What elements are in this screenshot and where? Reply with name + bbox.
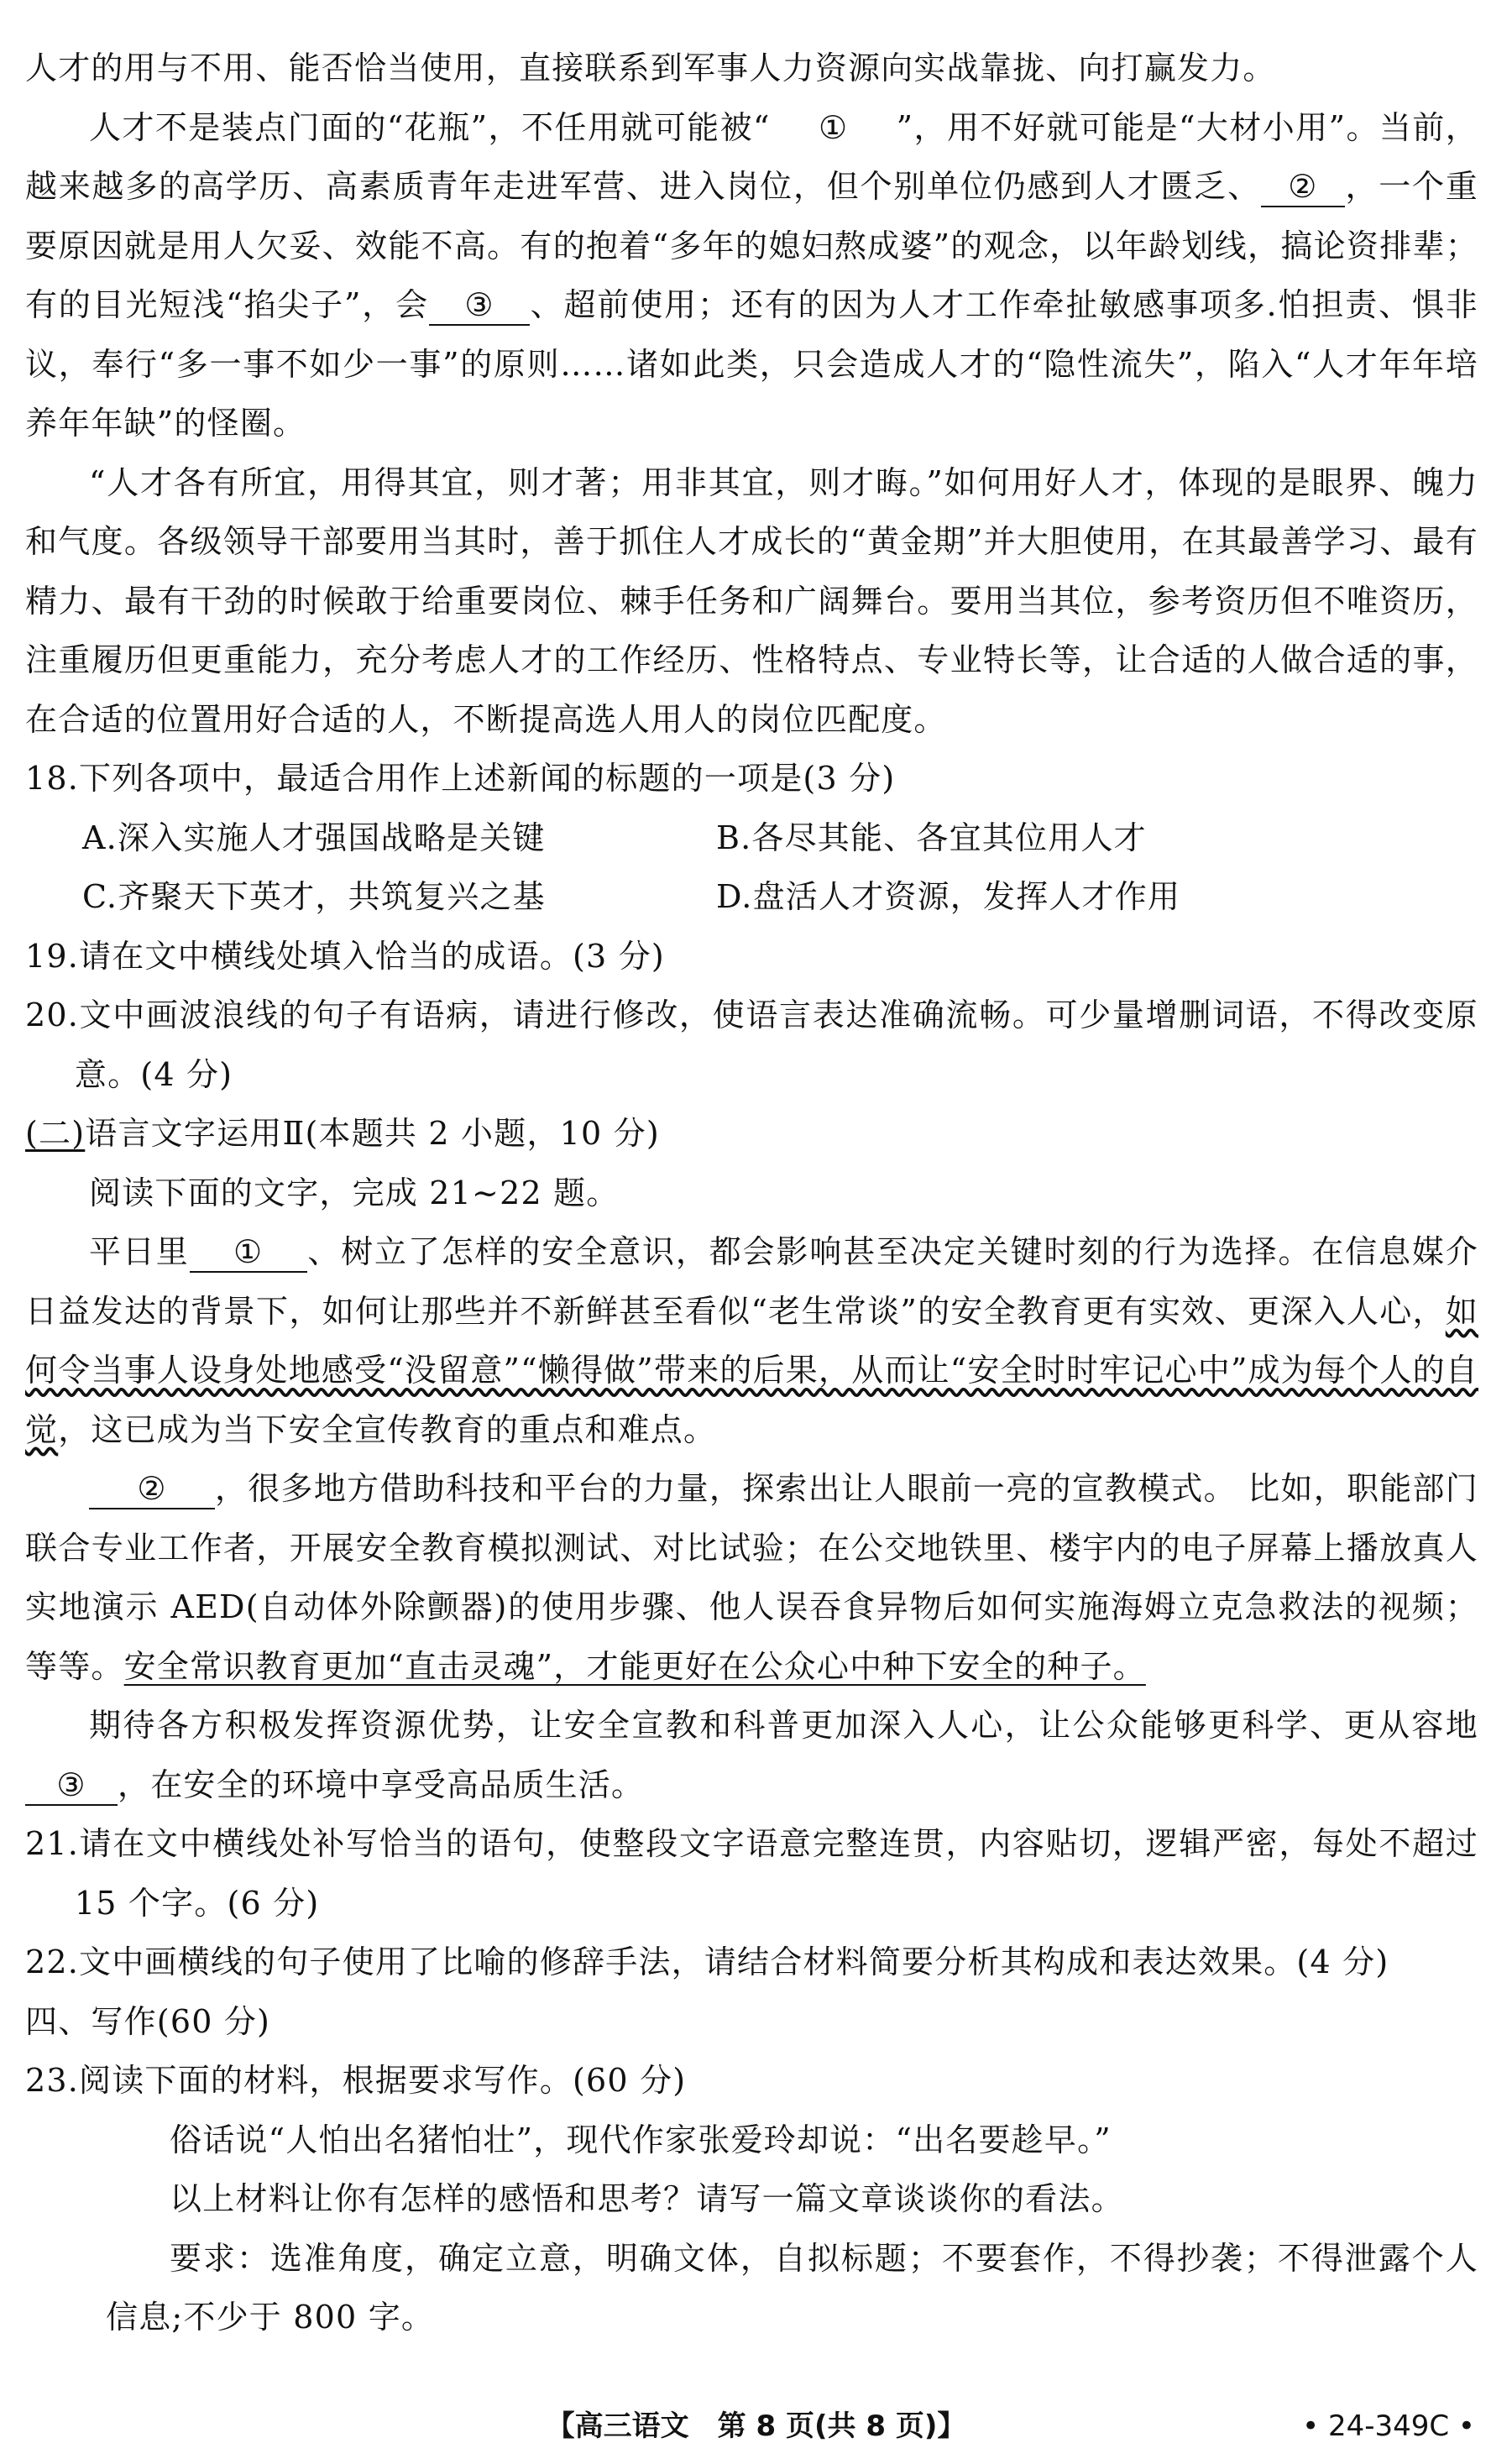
question-19: 19.请在文中横线处填入恰当的成语。(3 分) [25, 937, 665, 975]
question-20: 20.文中画波浪线的句子有语病，请进行修改，使语言表达准确流畅。可少量增删词语，不得改变原意。(4 分) [25, 997, 1478, 1093]
section-2-number: (二) [25, 1115, 86, 1152]
blank-p6-3[interactable]: ③ [25, 1766, 118, 1806]
exam-code: • 24-349C • [1302, 2409, 1475, 2443]
question-23-prompt: 以上材料让你有怎样的感悟和思考？请写一篇文章谈谈你的看法。 [170, 2180, 1124, 2217]
question-22: 22.文中画横线的句子使用了比喻的修辞手法，请结合材料简要分析其构成和表达效果。(4 分) [25, 1943, 1389, 1980]
blank-p5-2[interactable]: ② [89, 1469, 215, 1509]
blank-p4-1[interactable]: ① [190, 1232, 307, 1273]
section-2-heading [25, 1104, 1478, 1164]
option-a: A.深入实施人才强国战略是关键 [82, 819, 546, 856]
blank-2[interactable]: ② [1261, 167, 1345, 207]
page-body [25, 39, 1478, 2347]
section-2-intro: 阅读下面的文字，完成 21~22 题。 [89, 1174, 620, 1211]
page-label: 【高三语文 第 8 页(共 8 页)】 [546, 2409, 966, 2443]
paragraph-2: 人才不是装点门面的“花瓶”，不任用就可能被“ ① ”，用不好就可能是“大材小用”。当前，越来越多的高学历、高素质青年走进军营、进入岗位，但个别单位仍感到人才匮乏、 ② ，一个重要原因就是用人欠妥、效能不高。有的抱着“多年的媳妇熬成婆”的观念，以年龄划线，搞论资排辈；有的目光短浅“掐尖子”，会 ③ 、超前使用；还有的因为人才工作牵扯敏感事项多.怕担责、惧非议，奉行“多一事不如少一事”的原则……诸如此类，只会造成人才的“隐性流失”，陷入“人才年年培养年年缺”的怪圈。 [25, 108, 1478, 442]
question-23-material: 俗话说“人怕出名猪怕壮”，现代作家张爱玲却说：“出名要趁早。” [170, 2121, 1112, 2158]
wavy-underlined-sentence: 如何令当事人设身处地感受“没留意”“懒得做”带来的后果，从而让“安全时时牢记心中”成为每个人的自觉 [25, 1292, 1478, 1448]
section-2-title: 语言文字运用Ⅱ(本题共 2 小题，10 分) [85, 1115, 660, 1152]
paragraph-4: 平日里 ① 、树立了怎样的安全意识，都会影响甚至决定关键时刻的行为选择。在信息媒介日益发达的背景下，如何让那些并不新鲜甚至看似“老生常谈”的安全教育更有实效、更深入人心，如何令当事人设身处地感受“没留意”“懒得做”带来的后果，从而让“安全时时牢记心中”成为每个人的自觉，这已成为当下安全宣传教育的重点和难点。 [25, 1233, 1478, 1448]
paragraph-3: “人才各有所宜，用得其宜，则才著；用非其宜，则才晦。”如何用好人才，体现的是眼界、魄力和气度。各级领导干部要用当其时，善于抓住人才成长的“黄金期”并大胆使用，在其最善学习、最有精力、最有干劲的时候敢于给重要岗位、棘手任务和广阔舞台。要用当其位，参考资历但不唯资历，注重履历但更重能力，充分考虑人才的工作经历、性格特点、专业特长等，让合适的人做合适的事，在合适的位置用好合适的人，不断提高选人用人的岗位匹配度。 [25, 463, 1478, 738]
question-23-requirement: 要求：选准角度，确定立意，明确文体，自拟标题；不要套作，不得抄袭；不得泄露个人信息;不少于 800 字。 [106, 2239, 1478, 2336]
question-18-options [25, 808, 1478, 927]
question-23-stem: 23.阅读下面的材料，根据要求写作。(60 分) [25, 2062, 687, 2099]
option-c: C.齐聚天下英才，共筑复兴之基 [82, 878, 546, 915]
paragraph-5: ② ，很多地方借助科技和平台的力量，探索出让人眼前一亮的宣教模式。 比如，职能部门联合专业工作者，开展安全教育模拟测试、对比试验；在公交地铁里、楼宇内的电子屏幕上播放真人实地演示 AED(自动体外除颤器)的使用步骤、他人误吞食异物后如何实施海姆立克急救法的视频；等等。安全常识教育更加“直击灵魂”，才能更好在公众心中种下安全的种子。 [25, 1470, 1478, 1685]
blank-3[interactable]: ③ [429, 285, 530, 326]
option-b: B.各尽其能、各宜其位用人才 [716, 819, 1147, 856]
option-d: D.盘活人才资源，发挥人才作用 [716, 878, 1181, 915]
page-footer [0, 2408, 1512, 2445]
blank-1-quote[interactable]: ① [819, 108, 849, 146]
question-18-stem: 18.下列各项中，最适合用作上述新闻的标题的一项是(3 分) [25, 760, 896, 797]
paragraph-1-end: 人才的用与不用、能否恰当使用，直接联系到军事人力资源向实战靠拢、向打赢发力。 [25, 50, 1276, 86]
underlined-sentence: 安全常识教育更加“直击灵魂”，才能更好在公众心中种下安全的种子。 [123, 1647, 1146, 1685]
section-4-heading: 四、写作(60 分) [25, 2002, 271, 2040]
question-21: 21.请在文中横线处补写恰当的语句，使整段文字语意完整连贯，内容贴切，逻辑严密，每处不超过 15 个字。(6 分) [25, 1825, 1478, 1922]
paragraph-6: 期待各方积极发挥资源优势，让安全宣教和科普更加深入人心，让公众能够更科学、更从容地③ ，在安全的环境中享受高品质生活。 [25, 1696, 1478, 1814]
